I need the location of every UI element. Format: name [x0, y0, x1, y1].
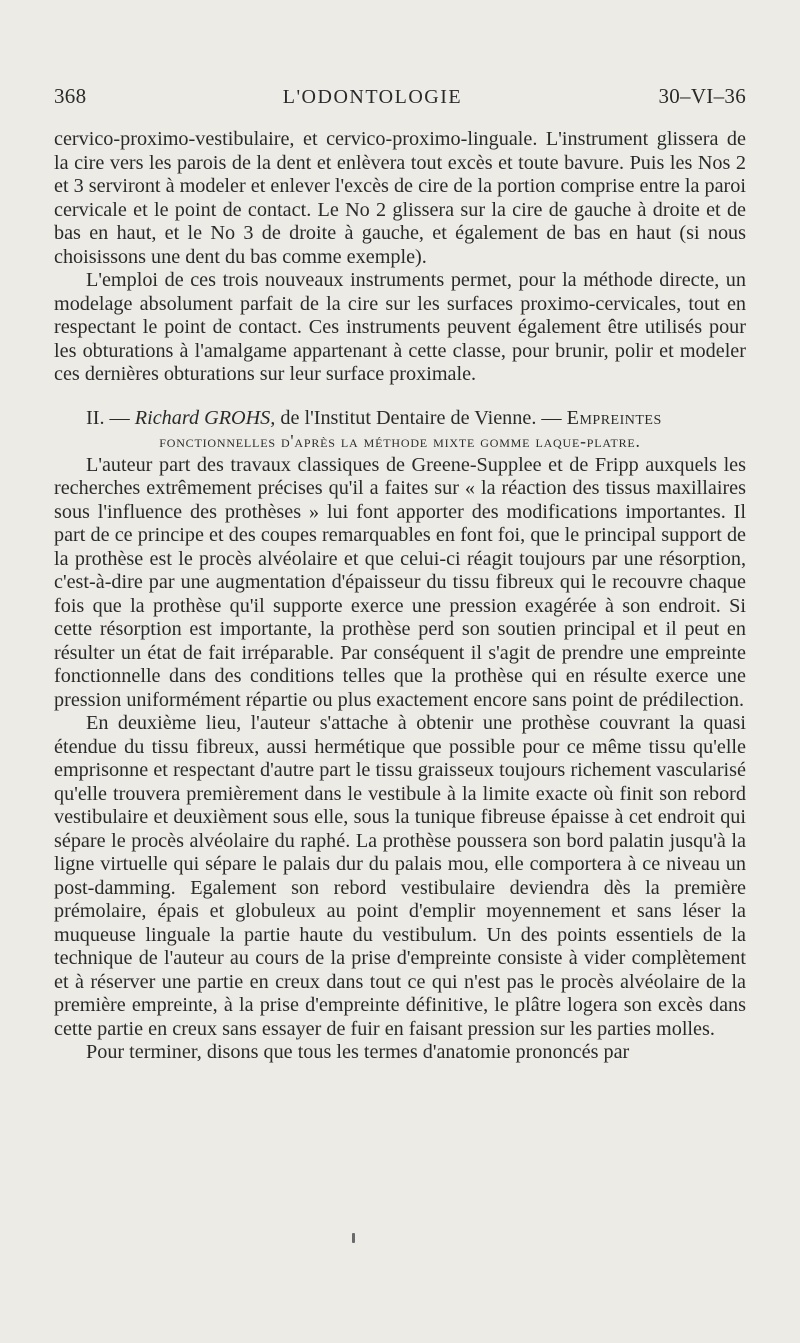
- page-number: 368: [54, 84, 87, 108]
- paragraph-continuation: cervico-proximo-vestibulaire, et cervico-proximo-linguale. L'instrument glissera de la cire vers les parois de la dent et enlèvera tout excès et toute bavure. Puis les Nos 2 et 3 serviront à modeler et enlever l'excès de cire de la portion comprise entre la paroi cervicale et le point de contact. Le No 2 glissera sur la cire de gauche à droite et de bas en haut, et le No 3 de droite à gauche, et également de bas en haut (si nous choisissons une dent du bas comme exemple).: [54, 128, 746, 268]
- paragraph-instruments: L'emploi de ces trois nouveaux instruments permet, pour la méthode directe, un modelage absolument parfait de la cire sur les surfaces proximo-cervicales, tout en respectant le point de contact. Ces instruments peuvent également être utilisés pour les obturations à l'amalgame appartenant à cette classe, pour brunir, polir et modeler ces dernières obturations sur leur surface proximale.: [54, 269, 746, 385]
- section-author: Richard GROHS,: [134, 406, 276, 429]
- section-title-continued: fonctionnelles d'après la méthode mixte gomme laque-platre.: [159, 431, 641, 451]
- paragraph-author-method: L'auteur part des travaux classiques de Greene-Supplee et de Fripp auxquels les recherches extrêmement précises qu'il a faites sur « la réaction des tissus maxillaires sous l'influence des prothèses » lui font apporter des modifications importantes. Il part de ce principe et des coupes remarquables en font foi, que le principal support de la prothèse est le procès alvéolaire et que celui-ci réagit toujours par une résorption, c'est-à-dire par une augmentation d'épaisseur du tissu fibreux qui le recouvre chaque fois que la prothèse qu'il supporte exerce une pression exagérée à son endroit. Si cette résorption est importante, la prothèse perd son soutien principal et il peut en résulter un état de fait irréparable. Par conséquent il s'agit de prendre une empreinte fonctionnelle dans des conditions telles que la prothèse qui en résulte exerce une pression uniformément répartie ou plus exactement encore sans point de prédilection.: [54, 453, 746, 711]
- section-number: II. —: [86, 406, 130, 429]
- ink-speck: [352, 1233, 355, 1243]
- section-gap: [54, 387, 746, 407]
- section-heading: [54, 407, 746, 431]
- section-title-start: Empreintes: [566, 406, 662, 429]
- journal-title: L'ODONTOLOGIE: [282, 86, 463, 108]
- issue-date: 30–VI–36: [658, 84, 746, 108]
- section-affiliation: de l'Institut Dentaire de Vienne. —: [280, 406, 562, 429]
- article-body: [54, 128, 746, 1065]
- paragraph-conclusion: Pour terminer, disons que tous les termes d'anatomie prononcés par: [86, 1041, 630, 1063]
- page-header: [54, 84, 746, 120]
- paragraph-second-point: En deuxième lieu, l'auteur s'attache à obtenir une prothèse couvrant la quasi étendue du tissu fibreux, aussi hermétique que possible pour ce même tissu qu'elle emprisonne et respectant d'autre part le tissu graisseux toujours richement vascularisé qu'elle trouvera premièrement dans le vestibule à la limite exacte où finit son rebord vestibulaire et deuxièment sous elle, sous la tunique fibreuse épaisse à cet endroit qui sépare le procès alvéolaire du raphé. La prothèse poussera son bord palatin jusqu'à la ligne virtuelle qui sépare le palais dur du palais mou, elle comportera à ce niveau un post-damming. Egalement son rebord vestibulaire deviendra dès la première prémolaire, épais et globuleux au point d'emplir moyennement et sans léser la muqueuse linguale la partie haute du vestibulum. Un des points essentiels de la technique de l'auteur au cours de la prise d'empreinte consiste à vider complètement et à réserver une partie en creux dans tout ce qui n'est pas le procès alvéolaire de la première empreinte, à la prise d'empreinte définitive, le plâtre logera son excès dans cette partie en creux sans essayer de fuir en faisant pression sur les parties molles.: [54, 712, 746, 1040]
